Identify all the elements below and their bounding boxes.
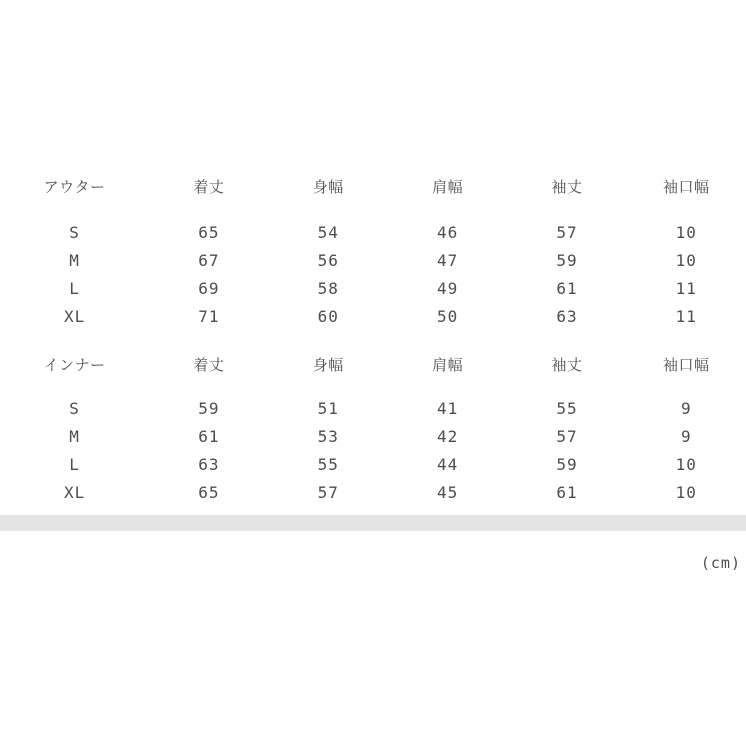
- size-label: S: [69, 398, 80, 418]
- column-header-body-width: 身幅: [312, 355, 344, 374]
- table-row: [0, 478, 746, 506]
- table-cell: 67: [198, 250, 220, 270]
- table-row: [0, 302, 746, 330]
- table-row: [0, 422, 746, 450]
- table-cell: 55: [317, 454, 339, 474]
- table-cell: 61: [556, 482, 578, 502]
- table-row: [0, 450, 746, 478]
- size-label: L: [69, 454, 80, 474]
- size-label: L: [69, 278, 80, 298]
- table-cell: 11: [675, 278, 697, 298]
- column-header-cuff-width: 袖口幅: [663, 355, 710, 374]
- table-cell: 45: [436, 482, 459, 502]
- table-row: [0, 218, 746, 246]
- column-header-body-length: 着丈: [193, 177, 225, 196]
- table-cell: 9: [680, 426, 692, 446]
- table-cell: 10: [675, 454, 697, 474]
- table-cell: 10: [675, 482, 697, 502]
- table-cell: 61: [556, 278, 578, 298]
- table-cell: 50: [436, 306, 459, 326]
- table-row: [0, 274, 746, 302]
- table-row: [0, 394, 746, 422]
- table-cell: 53: [317, 426, 339, 446]
- table-cell: 57: [317, 482, 339, 502]
- size-label: XL: [63, 482, 86, 502]
- table-cell: 60: [317, 306, 339, 326]
- size-label: M: [69, 250, 80, 270]
- table-cell: 63: [198, 454, 220, 474]
- column-header-body-width: 身幅: [312, 177, 344, 196]
- column-header-shoulder-width: 肩幅: [432, 177, 464, 196]
- table-cell: 49: [436, 278, 459, 298]
- divider-bar: [0, 515, 746, 531]
- table-cell: 71: [198, 306, 220, 326]
- table-cell: 57: [556, 426, 578, 446]
- section-title-outer: アウター: [43, 177, 106, 196]
- table-cell: 55: [556, 398, 578, 418]
- table-cell: 10: [675, 222, 697, 242]
- table-cell: 61: [198, 426, 220, 446]
- column-header-cuff-width: 袖口幅: [663, 177, 710, 196]
- table-cell: 9: [680, 398, 692, 418]
- column-header-body-length: 着丈: [193, 355, 225, 374]
- table-cell: 11: [675, 306, 697, 326]
- table-cell: 56: [317, 250, 339, 270]
- table-row: [0, 246, 746, 274]
- table-cell: 69: [198, 278, 220, 298]
- table-cell: 54: [317, 222, 339, 242]
- column-header-sleeve-length: 袖丈: [551, 355, 583, 374]
- table-cell: 65: [198, 482, 220, 502]
- table-cell: 47: [436, 250, 459, 270]
- table-cell: 10: [675, 250, 697, 270]
- column-header-sleeve-length: 袖丈: [551, 177, 583, 196]
- section-title-inner: インナー: [43, 355, 106, 374]
- table-cell: 44: [436, 454, 459, 474]
- inner-header-row: [0, 350, 746, 378]
- table-cell: 51: [317, 398, 339, 418]
- table-cell: 42: [436, 426, 459, 446]
- table-cell: 59: [198, 398, 220, 418]
- column-header-shoulder-width: 肩幅: [432, 355, 464, 374]
- outer-header-row: [0, 172, 746, 200]
- size-chart: [0, 172, 746, 506]
- table-cell: 65: [198, 222, 220, 242]
- table-cell: 46: [436, 222, 459, 242]
- table-cell: 58: [317, 278, 339, 298]
- table-cell: 59: [556, 250, 578, 270]
- table-cell: 59: [556, 454, 578, 474]
- table-cell: 41: [436, 398, 459, 418]
- table-cell: 63: [556, 306, 578, 326]
- size-label: M: [69, 426, 80, 446]
- table-cell: 57: [556, 222, 578, 242]
- size-label: XL: [63, 306, 86, 326]
- size-label: S: [69, 222, 80, 242]
- unit-label: (cm): [700, 554, 741, 572]
